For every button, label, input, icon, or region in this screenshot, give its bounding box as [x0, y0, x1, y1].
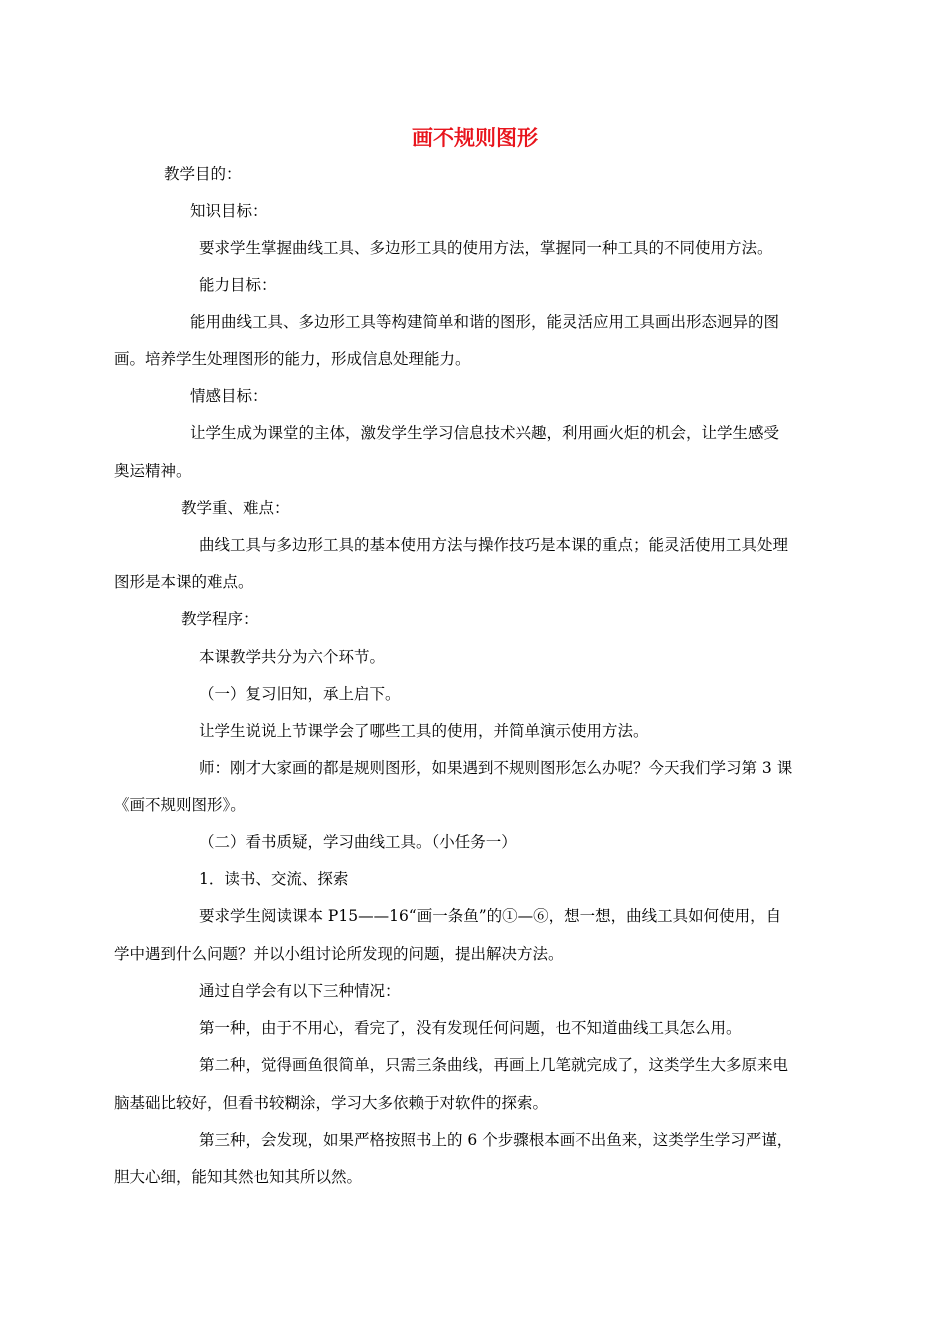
paragraph-three-cases: 通过自学会有以下三种情况： — [199, 982, 401, 1000]
paragraph-key-points-line2: 图形是本课的难点。 — [114, 573, 254, 591]
heading-key-points: 教学重、难点： — [181, 499, 290, 517]
paragraph-emotion-goal-line2: 奥运精神。 — [114, 462, 192, 480]
paragraph-case-two-line1: 第二种，觉得画鱼很简单，只需三条曲线，再画上几笔就完成了，这类学生大多原来电 — [199, 1056, 789, 1074]
paragraph-ability-goal-line2: 画。培养学生处理图形的能力，形成信息处理能力。 — [114, 350, 471, 368]
paragraph-reading-line1: 要求学生阅读课本 P15——16“画一条鱼”的①—⑥，想一想，曲线工具如何使用，自 — [199, 907, 782, 925]
subsection-read-explore: 1．读书、交流、探索 — [199, 870, 349, 888]
paragraph-teacher-line2: 《画不规则图形》。 — [114, 796, 246, 814]
paragraph-case-one: 第一种，由于不用心，看完了，没有发现任何问题，也不知道曲线工具怎么用。 — [199, 1019, 742, 1037]
paragraph-review: 让学生说说上节课学会了哪些工具的使用，并简单演示使用方法。 — [199, 722, 649, 740]
document-title: 画不规则图形 — [412, 126, 538, 150]
paragraph-procedure-intro: 本课教学共分为六个环节。 — [199, 648, 386, 666]
paragraph-key-points-line1: 曲线工具与多边形工具的基本使用方法与操作技巧是本课的重点；能灵活使用工具处理 — [199, 536, 789, 554]
heading-teaching-goals: 教学目的： — [164, 165, 242, 183]
paragraph-teacher-line1: 师：刚才大家画的都是规则图形，如果遇到不规则图形怎么办呢？今天我们学习第 3 课 — [199, 759, 793, 777]
paragraph-reading-line2: 学中遇到什么问题？并以小组讨论所发现的问题，提出解决方法。 — [114, 945, 564, 963]
paragraph-case-three-line2: 胆大心细，能知其然也知其所以然。 — [114, 1168, 363, 1186]
paragraph-emotion-goal-line1: 让学生成为课堂的主体，激发学生学习信息技术兴趣，利用画火炬的机会，让学生感受 — [190, 424, 780, 442]
heading-teaching-procedure: 教学程序： — [181, 610, 259, 628]
paragraph-knowledge-goal: 要求学生掌握曲线工具、多边形工具的使用方法，掌握同一种工具的不同使用方法。 — [199, 239, 773, 257]
heading-knowledge-goal: 知识目标： — [190, 202, 268, 220]
section-two-heading: （二）看书质疑，学习曲线工具。（小任务一） — [199, 833, 517, 851]
heading-ability-goal: 能力目标： — [199, 276, 277, 294]
heading-emotion-goal: 情感目标： — [190, 387, 268, 405]
paragraph-case-three-line1: 第三种，会发现，如果严格按照书上的 6 个步骤根本画不出鱼来，这类学生学习严谨， — [199, 1131, 793, 1149]
paragraph-case-two-line2: 脑基础比较好，但看书较糊涂，学习大多依赖于对软件的探索。 — [114, 1094, 549, 1112]
paragraph-ability-goal-line1: 能用曲线工具、多边形工具等构建简单和谐的图形，能灵活应用工具画出形态迥异的图 — [190, 313, 780, 331]
section-one-heading: （一）复习旧知，承上启下。 — [199, 685, 401, 703]
